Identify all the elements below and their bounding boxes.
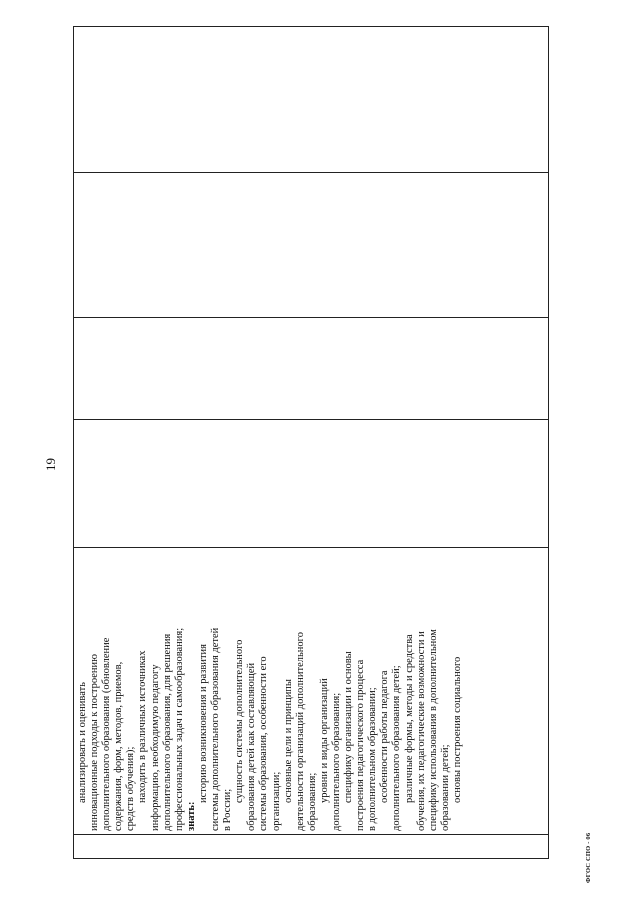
text-line: дополнительного образования, для решения [161,633,173,831]
text-line: различные формы, методы и средства [403,634,415,803]
text-line: дополнительного образования (обновление [101,637,113,831]
text-line: системы образования, особенности его [258,656,270,831]
text-line: историю возникновения и развития [197,644,209,803]
text-line: образования детей как составляющей [246,662,258,831]
text-line: дополнительного образования; [330,692,342,831]
text-line: специфику организации и основы [343,651,355,803]
text-line: содержания, форм, методов, приемов, [113,661,125,831]
text-line: обучения, их педагогические возможности и [415,631,427,831]
text-line: построения педагогического процесса [355,659,367,831]
table-cell-empty [74,318,549,420]
text-line: анализировать и оценивать [77,682,88,803]
table-cell-empty [74,27,549,173]
competency-table [73,26,549,859]
text-line: инновационные подходы к построению [89,654,101,831]
text-line: специфику использования в дополнительном [427,629,439,831]
text-line: образовании детей; [439,744,451,831]
text-line: основы построения социального [451,656,463,803]
text-line: уровни и виды организаций [318,678,330,803]
page-number: 19 [43,458,58,471]
text-line: в дополнительном образовании; [367,687,379,831]
text-line: сущность системы дополнительного [234,639,246,803]
table-cell-empty [74,420,549,548]
text-line: профессиональных задач и самообразования; [173,627,185,831]
text-line: дополнительного образования детей; [391,665,403,831]
text-line: образования; [306,772,318,831]
text-line: средств обучения); [125,746,137,831]
section-label: знать: [185,801,197,831]
footer-code: ФГОС СПО - 06 [585,832,592,883]
text-line: информацию, необходимую педагогу [149,664,161,831]
table-cell-content [74,548,549,835]
text-line: деятельности организаций дополнительного [294,632,306,831]
competency-text [74,548,464,834]
table-row [74,27,549,859]
table-cell-index [74,835,549,859]
text-line: в России; [222,788,234,831]
text-line: особенности работы педагога [379,670,391,803]
text-line: находить в различных источниках [137,650,149,803]
text-line: системы дополнительного образования детей [210,627,222,831]
table-cell-empty [74,173,549,318]
text-line: организации; [270,771,282,831]
text-line: основные цели и принципы [282,679,294,803]
